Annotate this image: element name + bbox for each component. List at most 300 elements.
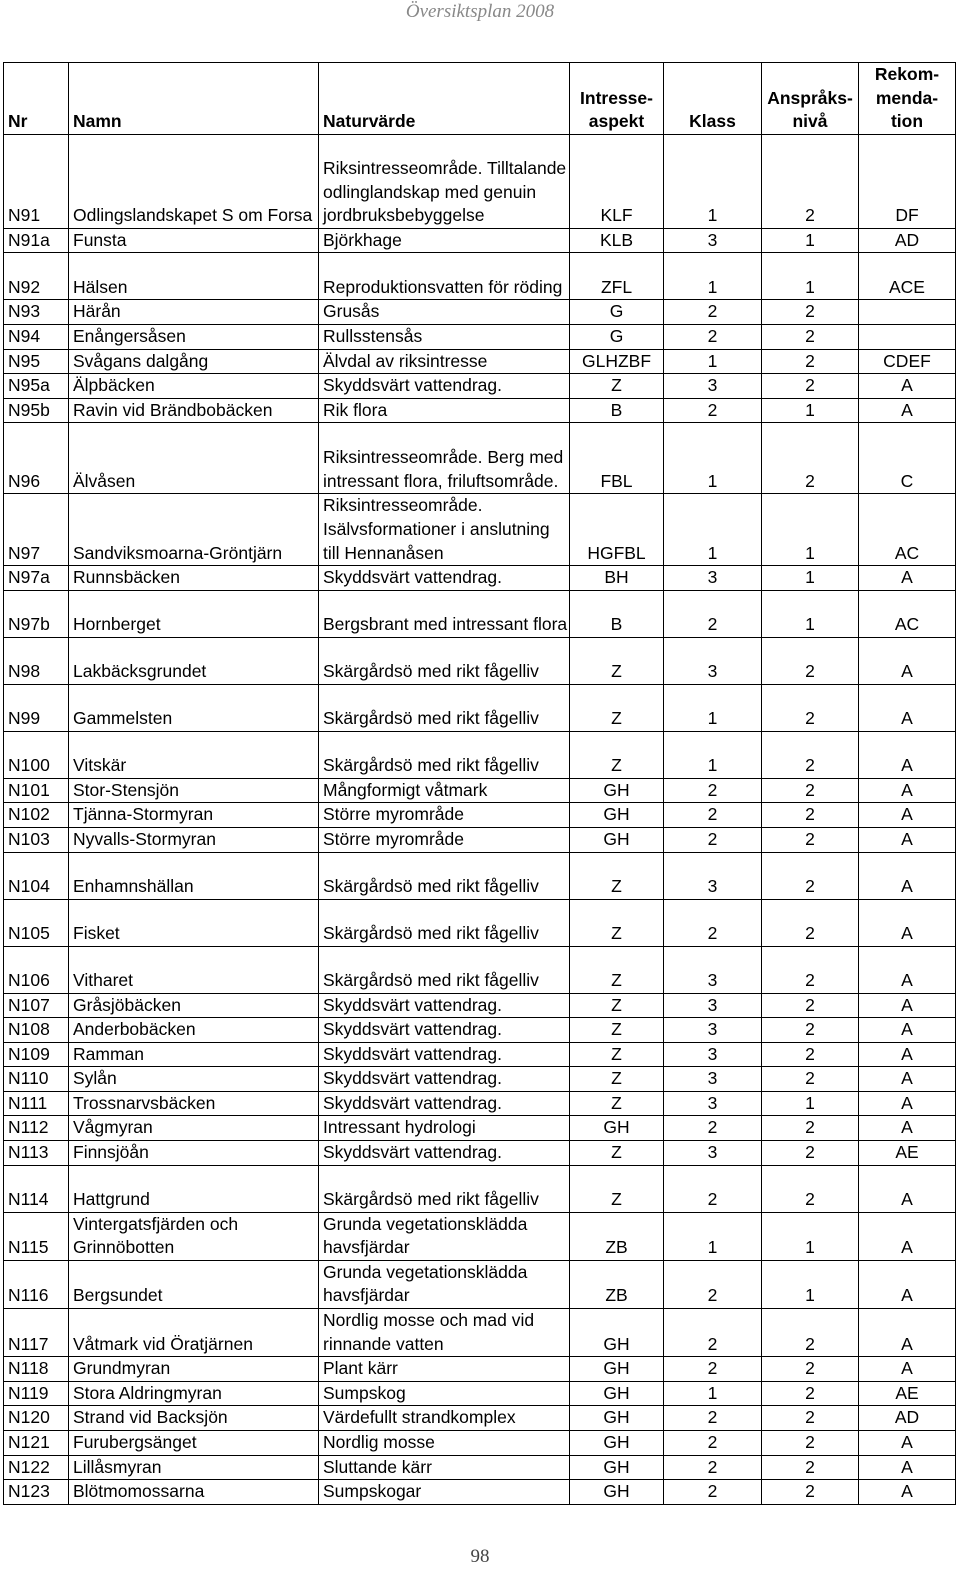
cell-anspraksniva: 2: [762, 684, 859, 731]
cell-anspraksniva: 2: [762, 349, 859, 374]
cell-nr: N94: [4, 324, 69, 349]
cell-naturvarde: Grunda vegetationsklädda havsfjärdar: [319, 1212, 570, 1260]
cell-nr: N91a: [4, 228, 69, 253]
cell-namn: Enhamnshällan: [69, 852, 319, 899]
cell-naturvarde: Riksintresseområde. Isälvsformationer i anslutning till Hennanåsen: [319, 494, 570, 566]
cell-naturvarde: Skärgårdsö med rikt fågelliv: [319, 637, 570, 684]
cell-rekommendation: A: [859, 1357, 956, 1382]
table-row: [4, 827, 956, 852]
table-row: [4, 590, 956, 637]
cell-intresseaspekt: GH: [570, 827, 664, 852]
cell-nr: N122: [4, 1455, 69, 1480]
cell-nr: N102: [4, 803, 69, 828]
cell-rekommendation: A: [859, 899, 956, 946]
cell-namn: Gammelsten: [69, 684, 319, 731]
cell-klass: 2: [664, 1431, 762, 1456]
table-row: [4, 1406, 956, 1431]
cell-anspraksniva: 2: [762, 731, 859, 778]
cell-anspraksniva: 2: [762, 1141, 859, 1166]
cell-naturvarde: Sluttande kärr: [319, 1455, 570, 1480]
cell-naturvarde: Skyddsvärt vattendrag.: [319, 1141, 570, 1166]
cell-nr: N104: [4, 852, 69, 899]
cell-nr: N112: [4, 1116, 69, 1141]
cell-rekommendation: A: [859, 1212, 956, 1260]
cell-rekommendation: C: [859, 423, 956, 494]
cell-rekommendation: A: [859, 731, 956, 778]
cell-namn: Blötmomossarna: [69, 1480, 319, 1505]
cell-intresseaspekt: Z: [570, 1141, 664, 1166]
cell-naturvarde: Större myrområde: [319, 803, 570, 828]
cell-nr: N92: [4, 253, 69, 300]
cell-nr: N111: [4, 1091, 69, 1116]
cell-nr: N106: [4, 946, 69, 993]
cell-klass: 3: [664, 993, 762, 1018]
cell-intresseaspekt: KLB: [570, 228, 664, 253]
cell-namn: Stora Aldringmyran: [69, 1381, 319, 1406]
cell-klass: 3: [664, 566, 762, 591]
cell-namn: Stor-Stensjön: [69, 778, 319, 803]
cell-rekommendation: A: [859, 1067, 956, 1092]
cell-nr: N117: [4, 1309, 69, 1357]
cell-intresseaspekt: Z: [570, 946, 664, 993]
cell-nr: N98: [4, 637, 69, 684]
cell-nr: N116: [4, 1260, 69, 1308]
table-row: [4, 134, 956, 228]
cell-klass: 2: [664, 590, 762, 637]
cell-naturvarde: Rik flora: [319, 398, 570, 423]
cell-klass: 2: [664, 398, 762, 423]
cell-anspraksniva: 2: [762, 1165, 859, 1212]
cell-anspraksniva: 2: [762, 134, 859, 228]
cell-klass: 2: [664, 300, 762, 325]
cell-klass: 1: [664, 349, 762, 374]
cell-klass: 2: [664, 1309, 762, 1357]
table-row: [4, 993, 956, 1018]
col-header-naturvarde: Naturvärde: [319, 63, 570, 135]
cell-anspraksniva: 2: [762, 1067, 859, 1092]
cell-intresseaspekt: Z: [570, 899, 664, 946]
table-row: [4, 1260, 956, 1308]
cell-rekommendation: A: [859, 1480, 956, 1505]
cell-intresseaspekt: Z: [570, 1165, 664, 1212]
cell-anspraksniva: 1: [762, 566, 859, 591]
cell-klass: 1: [664, 423, 762, 494]
col-header-klass: Klass: [664, 63, 762, 135]
cell-klass: 3: [664, 374, 762, 399]
header-row: [4, 63, 956, 135]
cell-rekommendation: [859, 324, 956, 349]
cell-intresseaspekt: GH: [570, 1357, 664, 1382]
cell-namn: Hattgrund: [69, 1165, 319, 1212]
cell-rekommendation: ACE: [859, 253, 956, 300]
cell-rekommendation: CDEF: [859, 349, 956, 374]
cell-rekommendation: A: [859, 637, 956, 684]
cell-namn: Ravin vid Brändbobäcken: [69, 398, 319, 423]
cell-naturvarde: Intressant hydrologi: [319, 1116, 570, 1141]
col-header-intresseaspekt: Intresse- aspekt: [570, 63, 664, 135]
cell-namn: Hornberget: [69, 590, 319, 637]
cell-klass: 2: [664, 1116, 762, 1141]
cell-namn: Vintergatsfjärden och Grinnöbotten: [69, 1212, 319, 1260]
cell-intresseaspekt: GH: [570, 778, 664, 803]
cell-nr: N110: [4, 1067, 69, 1092]
cell-naturvarde: Sumpskog: [319, 1381, 570, 1406]
cell-nr: N99: [4, 684, 69, 731]
cell-nr: N118: [4, 1357, 69, 1382]
table-body: [4, 134, 956, 1504]
cell-klass: 3: [664, 946, 762, 993]
cell-nr: N96: [4, 423, 69, 494]
cell-klass: 2: [664, 324, 762, 349]
table-row: [4, 374, 956, 399]
table-row: [4, 228, 956, 253]
cell-anspraksniva: 2: [762, 1357, 859, 1382]
cell-nr: N119: [4, 1381, 69, 1406]
cell-nr: N107: [4, 993, 69, 1018]
cell-nr: N105: [4, 899, 69, 946]
cell-klass: 1: [664, 1212, 762, 1260]
table-row: [4, 566, 956, 591]
cell-intresseaspekt: GH: [570, 1431, 664, 1456]
cell-namn: Sylån: [69, 1067, 319, 1092]
cell-rekommendation: A: [859, 1042, 956, 1067]
cell-klass: 2: [664, 1260, 762, 1308]
cell-nr: N120: [4, 1406, 69, 1431]
cell-klass: 2: [664, 899, 762, 946]
cell-klass: 3: [664, 637, 762, 684]
cell-anspraksniva: 2: [762, 1480, 859, 1505]
cell-nr: N121: [4, 1431, 69, 1456]
cell-intresseaspekt: GH: [570, 1381, 664, 1406]
cell-naturvarde: Skärgårdsö med rikt fågelliv: [319, 684, 570, 731]
table-row: [4, 684, 956, 731]
cell-nr: N97a: [4, 566, 69, 591]
cell-rekommendation: A: [859, 1116, 956, 1141]
cell-intresseaspekt: GH: [570, 1406, 664, 1431]
cell-intresseaspekt: Z: [570, 1091, 664, 1116]
cell-namn: Tjänna-Stormyran: [69, 803, 319, 828]
table-row: [4, 494, 956, 566]
cell-rekommendation: A: [859, 1165, 956, 1212]
table-row: [4, 1357, 956, 1382]
cell-anspraksniva: 2: [762, 993, 859, 1018]
cell-naturvarde: Björkhage: [319, 228, 570, 253]
cell-namn: Finnsjöån: [69, 1141, 319, 1166]
cell-klass: 3: [664, 852, 762, 899]
cell-namn: Hälsen: [69, 253, 319, 300]
table-row: [4, 1067, 956, 1092]
cell-rekommendation: AC: [859, 494, 956, 566]
cell-nr: N100: [4, 731, 69, 778]
cell-namn: Anderbobäcken: [69, 1018, 319, 1043]
cell-naturvarde: Nordlig mosse: [319, 1431, 570, 1456]
page-number: 98: [470, 1546, 490, 1567]
cell-anspraksniva: 2: [762, 374, 859, 399]
cell-intresseaspekt: GH: [570, 1309, 664, 1357]
cell-naturvarde: Grunda vegetationsklädda havsfjärdar: [319, 1260, 570, 1308]
cell-intresseaspekt: ZB: [570, 1212, 664, 1260]
cell-intresseaspekt: GLHZBF: [570, 349, 664, 374]
cell-namn: Gråsjöbäcken: [69, 993, 319, 1018]
table-row: [4, 803, 956, 828]
cell-klass: 2: [664, 1480, 762, 1505]
table-row: [4, 1309, 956, 1357]
cell-anspraksniva: 1: [762, 228, 859, 253]
cell-namn: Enångersåsen: [69, 324, 319, 349]
cell-naturvarde: Sumpskogar: [319, 1480, 570, 1505]
table-row: [4, 1381, 956, 1406]
cell-rekommendation: AD: [859, 1406, 956, 1431]
cell-naturvarde: Skärgårdsö med rikt fågelliv: [319, 1165, 570, 1212]
cell-naturvarde: Skärgårdsö med rikt fågelliv: [319, 731, 570, 778]
cell-naturvarde: Skyddsvärt vattendrag.: [319, 1067, 570, 1092]
cell-naturvarde: Rullsstensås: [319, 324, 570, 349]
cell-intresseaspekt: KLF: [570, 134, 664, 228]
cell-namn: Vitharet: [69, 946, 319, 993]
cell-rekommendation: AE: [859, 1381, 956, 1406]
table-row: [4, 1091, 956, 1116]
cell-intresseaspekt: Z: [570, 993, 664, 1018]
cell-anspraksniva: 2: [762, 423, 859, 494]
cell-namn: Fisket: [69, 899, 319, 946]
cell-intresseaspekt: ZB: [570, 1260, 664, 1308]
cell-namn: Härån: [69, 300, 319, 325]
cell-rekommendation: AE: [859, 1141, 956, 1166]
cell-intresseaspekt: Z: [570, 684, 664, 731]
table-row: [4, 1116, 956, 1141]
cell-intresseaspekt: GH: [570, 1455, 664, 1480]
cell-anspraksniva: 2: [762, 899, 859, 946]
cell-rekommendation: A: [859, 778, 956, 803]
cell-intresseaspekt: FBL: [570, 423, 664, 494]
cell-rekommendation: [859, 300, 956, 325]
cell-namn: Nyvalls-Stormyran: [69, 827, 319, 852]
cell-rekommendation: A: [859, 946, 956, 993]
table-row: [4, 899, 956, 946]
cell-klass: 1: [664, 1381, 762, 1406]
cell-nr: N95b: [4, 398, 69, 423]
cell-anspraksniva: 1: [762, 1260, 859, 1308]
table-row: [4, 1431, 956, 1456]
cell-anspraksniva: 2: [762, 1431, 859, 1456]
cell-klass: 3: [664, 1141, 762, 1166]
cell-anspraksniva: 1: [762, 398, 859, 423]
cell-rekommendation: A: [859, 803, 956, 828]
cell-namn: Våtmark vid Öratjärnen: [69, 1309, 319, 1357]
cell-anspraksniva: 2: [762, 1455, 859, 1480]
cell-anspraksniva: 2: [762, 300, 859, 325]
cell-naturvarde: Älvdal av riksintresse: [319, 349, 570, 374]
cell-anspraksniva: 1: [762, 590, 859, 637]
cell-namn: Funsta: [69, 228, 319, 253]
cell-namn: Älpbäcken: [69, 374, 319, 399]
cell-anspraksniva: 2: [762, 1042, 859, 1067]
cell-naturvarde: Skyddsvärt vattendrag.: [319, 374, 570, 399]
cell-naturvarde: Skyddsvärt vattendrag.: [319, 1042, 570, 1067]
table-row: [4, 324, 956, 349]
cell-rekommendation: A: [859, 1309, 956, 1357]
table-row: [4, 778, 956, 803]
cell-anspraksniva: 2: [762, 778, 859, 803]
cell-anspraksniva: 2: [762, 803, 859, 828]
cell-klass: 2: [664, 1357, 762, 1382]
cell-naturvarde: Nordlig mosse och mad vid rinnande vatten: [319, 1309, 570, 1357]
cell-klass: 3: [664, 1018, 762, 1043]
cell-nr: N95a: [4, 374, 69, 399]
cell-naturvarde: Större myrområde: [319, 827, 570, 852]
cell-naturvarde: Plant kärr: [319, 1357, 570, 1382]
cell-klass: 2: [664, 1455, 762, 1480]
cell-intresseaspekt: HGFBL: [570, 494, 664, 566]
cell-anspraksniva: 1: [762, 494, 859, 566]
cell-klass: 3: [664, 1067, 762, 1092]
cell-naturvarde: Skärgårdsö med rikt fågelliv: [319, 946, 570, 993]
cell-klass: 3: [664, 1042, 762, 1067]
cell-intresseaspekt: Z: [570, 1018, 664, 1043]
cell-intresseaspekt: BH: [570, 566, 664, 591]
cell-namn: Vitskär: [69, 731, 319, 778]
cell-anspraksniva: 2: [762, 1406, 859, 1431]
cell-nr: N97b: [4, 590, 69, 637]
cell-klass: 2: [664, 1165, 762, 1212]
table-row: [4, 1165, 956, 1212]
cell-namn: Strand vid Backsjön: [69, 1406, 319, 1431]
cell-anspraksniva: 2: [762, 1018, 859, 1043]
nature-values-table: [3, 62, 956, 1505]
cell-namn: Älvåsen: [69, 423, 319, 494]
cell-rekommendation: AC: [859, 590, 956, 637]
cell-klass: 1: [664, 731, 762, 778]
cell-klass: 2: [664, 803, 762, 828]
cell-rekommendation: A: [859, 1091, 956, 1116]
cell-anspraksniva: 2: [762, 1116, 859, 1141]
cell-naturvarde: Skyddsvärt vattendrag.: [319, 566, 570, 591]
table-row: [4, 300, 956, 325]
table-row: [4, 1455, 956, 1480]
cell-anspraksniva: 1: [762, 1091, 859, 1116]
cell-nr: N115: [4, 1212, 69, 1260]
cell-naturvarde: Skärgårdsö med rikt fågelliv: [319, 899, 570, 946]
cell-namn: Grundmyran: [69, 1357, 319, 1382]
cell-klass: 1: [664, 253, 762, 300]
cell-intresseaspekt: ZFL: [570, 253, 664, 300]
cell-intresseaspekt: Z: [570, 374, 664, 399]
cell-namn: Vågmyran: [69, 1116, 319, 1141]
table-row: [4, 1042, 956, 1067]
cell-rekommendation: A: [859, 827, 956, 852]
cell-namn: Lillåsmyran: [69, 1455, 319, 1480]
col-header-nr: Nr: [4, 63, 69, 135]
table-row: [4, 423, 956, 494]
cell-rekommendation: A: [859, 1260, 956, 1308]
cell-klass: 1: [664, 134, 762, 228]
cell-intresseaspekt: Z: [570, 1067, 664, 1092]
cell-intresseaspekt: GH: [570, 1116, 664, 1141]
cell-rekommendation: A: [859, 684, 956, 731]
cell-namn: Sandviksmoarna-Gröntjärn: [69, 494, 319, 566]
cell-rekommendation: A: [859, 1455, 956, 1480]
cell-anspraksniva: 2: [762, 852, 859, 899]
cell-intresseaspekt: Z: [570, 852, 664, 899]
cell-klass: 3: [664, 1091, 762, 1116]
cell-naturvarde: Reproduktionsvatten för röding: [319, 253, 570, 300]
cell-anspraksniva: 2: [762, 637, 859, 684]
cell-nr: N108: [4, 1018, 69, 1043]
running-header: Översiktsplan 2008: [405, 1, 555, 22]
col-header-rekommendation: Rekom- menda- tion: [859, 63, 956, 135]
cell-intresseaspekt: Z: [570, 731, 664, 778]
cell-namn: Svågans dalgång: [69, 349, 319, 374]
cell-anspraksniva: 1: [762, 253, 859, 300]
cell-namn: Trossnarvsbäcken: [69, 1091, 319, 1116]
cell-nr: N113: [4, 1141, 69, 1166]
cell-nr: N101: [4, 778, 69, 803]
cell-rekommendation: A: [859, 993, 956, 1018]
cell-namn: Bergsundet: [69, 1260, 319, 1308]
cell-intresseaspekt: G: [570, 324, 664, 349]
cell-anspraksniva: 2: [762, 1381, 859, 1406]
table-row: [4, 349, 956, 374]
cell-anspraksniva: 2: [762, 827, 859, 852]
cell-intresseaspekt: Z: [570, 637, 664, 684]
cell-nr: N97: [4, 494, 69, 566]
cell-nr: N123: [4, 1480, 69, 1505]
cell-intresseaspekt: Z: [570, 1042, 664, 1067]
cell-nr: N93: [4, 300, 69, 325]
cell-naturvarde: Bergsbrant med intressant flora: [319, 590, 570, 637]
table-row: [4, 731, 956, 778]
table-row: [4, 253, 956, 300]
cell-nr: N95: [4, 349, 69, 374]
cell-nr: N91: [4, 134, 69, 228]
cell-anspraksniva: 1: [762, 1212, 859, 1260]
cell-naturvarde: Skyddsvärt vattendrag.: [319, 1091, 570, 1116]
table-row: [4, 637, 956, 684]
cell-klass: 3: [664, 228, 762, 253]
table-row: [4, 398, 956, 423]
cell-namn: Runnsbäcken: [69, 566, 319, 591]
cell-intresseaspekt: GH: [570, 803, 664, 828]
cell-klass: 1: [664, 684, 762, 731]
table-row: [4, 1018, 956, 1043]
cell-namn: Lakbäcksgrundet: [69, 637, 319, 684]
table-row: [4, 1480, 956, 1505]
cell-rekommendation: DF: [859, 134, 956, 228]
cell-rekommendation: A: [859, 1431, 956, 1456]
cell-rekommendation: A: [859, 1018, 956, 1043]
cell-intresseaspekt: B: [570, 590, 664, 637]
cell-intresseaspekt: GH: [570, 1480, 664, 1505]
cell-nr: N114: [4, 1165, 69, 1212]
cell-rekommendation: AD: [859, 228, 956, 253]
cell-nr: N103: [4, 827, 69, 852]
cell-naturvarde: Värdefullt strandkomplex: [319, 1406, 570, 1431]
cell-rekommendation: A: [859, 566, 956, 591]
cell-naturvarde: Skärgårdsö med rikt fågelliv: [319, 852, 570, 899]
cell-rekommendation: A: [859, 398, 956, 423]
cell-anspraksniva: 2: [762, 1309, 859, 1357]
cell-anspraksniva: 2: [762, 946, 859, 993]
cell-naturvarde: Mångformigt våtmark: [319, 778, 570, 803]
table-row: [4, 852, 956, 899]
cell-namn: Ramman: [69, 1042, 319, 1067]
cell-naturvarde: Skyddsvärt vattendrag.: [319, 993, 570, 1018]
cell-klass: 1: [664, 494, 762, 566]
cell-rekommendation: A: [859, 374, 956, 399]
cell-klass: 2: [664, 827, 762, 852]
cell-naturvarde: Grusås: [319, 300, 570, 325]
table-row: [4, 946, 956, 993]
